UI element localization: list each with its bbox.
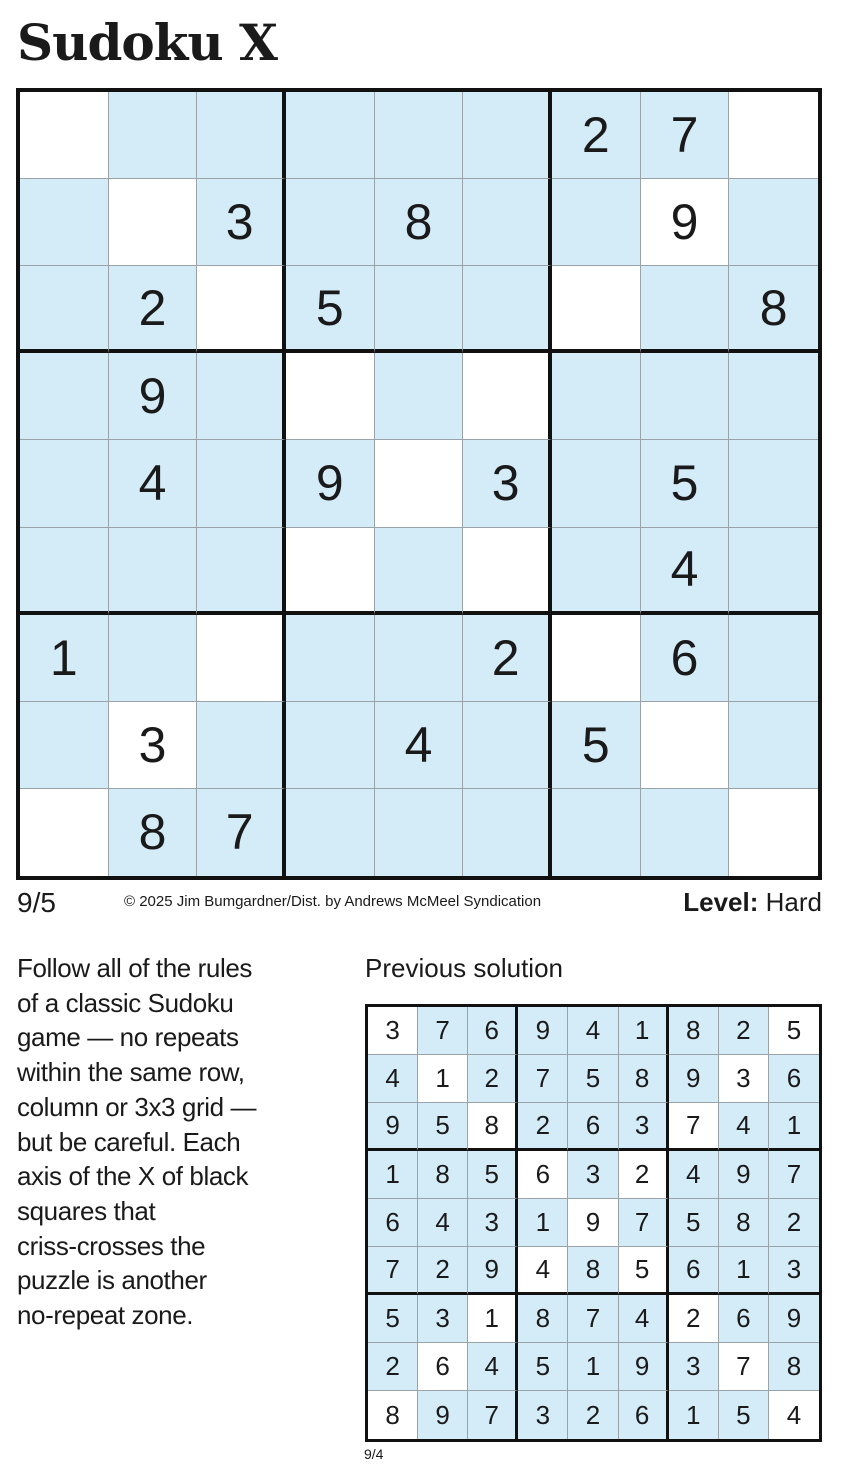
sudoku-cell[interactable]: 3 [463, 440, 552, 527]
solution-cell: 5 [669, 1199, 719, 1247]
solution-cell: 7 [719, 1343, 769, 1391]
level-value: Hard [765, 887, 822, 917]
sudoku-cell[interactable]: 5 [552, 702, 641, 789]
solution-cell: 5 [769, 1007, 819, 1055]
sudoku-cell[interactable] [641, 789, 730, 876]
sudoku-cell[interactable] [463, 353, 552, 440]
sudoku-cell[interactable]: 2 [109, 266, 198, 353]
solution-cell: 3 [368, 1007, 418, 1055]
solution-cell: 3 [769, 1247, 819, 1295]
sudoku-cell[interactable] [286, 702, 375, 789]
sudoku-cell[interactable] [641, 353, 730, 440]
sudoku-cell[interactable] [375, 440, 464, 527]
sudoku-cell[interactable]: 8 [109, 789, 198, 876]
sudoku-cell[interactable] [286, 528, 375, 615]
solution-cell: 3 [719, 1055, 769, 1103]
solution-cell: 1 [619, 1007, 669, 1055]
solution-cell: 4 [669, 1151, 719, 1199]
solution-cell: 9 [619, 1343, 669, 1391]
sudoku-cell[interactable] [729, 702, 818, 789]
sudoku-cell[interactable]: 7 [197, 789, 286, 876]
sudoku-cell[interactable] [463, 528, 552, 615]
sudoku-cell[interactable] [20, 266, 109, 353]
solution-cell: 7 [368, 1247, 418, 1295]
sudoku-cell[interactable]: 9 [286, 440, 375, 527]
solution-cell: 3 [418, 1295, 468, 1343]
sudoku-cell[interactable] [197, 615, 286, 702]
solution-cell: 5 [568, 1055, 618, 1103]
solution-cell: 4 [468, 1343, 518, 1391]
solution-cell: 6 [568, 1103, 618, 1151]
sudoku-cell[interactable]: 2 [552, 92, 641, 179]
solution-cell: 2 [368, 1343, 418, 1391]
sudoku-cell[interactable] [20, 179, 109, 266]
solution-cell: 6 [769, 1055, 819, 1103]
rules-line: criss-crosses the [17, 1230, 206, 1261]
solution-cell: 4 [619, 1295, 669, 1343]
sudoku-cell[interactable]: 4 [375, 702, 464, 789]
solution-cell: 8 [468, 1103, 518, 1151]
sudoku-cell[interactable] [286, 92, 375, 179]
solution-cell: 8 [719, 1199, 769, 1247]
sudoku-cell[interactable] [375, 92, 464, 179]
solution-cell: 4 [518, 1247, 568, 1295]
solution-cell: 8 [518, 1295, 568, 1343]
sudoku-cell[interactable] [463, 92, 552, 179]
sudoku-cell[interactable] [375, 615, 464, 702]
sudoku-cell[interactable] [729, 440, 818, 527]
solution-cell: 4 [769, 1391, 819, 1439]
solution-cell: 4 [418, 1199, 468, 1247]
sudoku-cell[interactable] [286, 353, 375, 440]
rules-line: column or 3x3 grid — [17, 1091, 257, 1122]
sudoku-cell[interactable] [463, 702, 552, 789]
solution-cell: 8 [769, 1343, 819, 1391]
sudoku-cell[interactable] [552, 353, 641, 440]
solution-cell: 4 [368, 1055, 418, 1103]
sudoku-cell[interactable] [109, 92, 198, 179]
puzzle-date: 9/5 [17, 887, 56, 918]
sudoku-cell[interactable]: 4 [109, 440, 198, 527]
solution-cell: 1 [518, 1199, 568, 1247]
solution-cell: 5 [418, 1103, 468, 1151]
solution-cell: 3 [568, 1151, 618, 1199]
sudoku-cell[interactable] [641, 266, 730, 353]
solution-cell: 1 [769, 1103, 819, 1151]
solution-cell: 5 [368, 1295, 418, 1343]
rules-line: no-repeat zone. [17, 1300, 194, 1331]
sudoku-cell[interactable]: 8 [375, 179, 464, 266]
previous-solution-label: Previous solution [365, 953, 563, 983]
solution-cell: 3 [619, 1103, 669, 1151]
rules-line: but be careful. Each [17, 1126, 241, 1157]
rules-line: squares that [17, 1195, 156, 1226]
solution-cell: 2 [719, 1007, 769, 1055]
copyright-notice: © 2025 Jim Bumgardner/Dist. by Andrews McMeel Syndication [124, 893, 542, 910]
rules-text [17, 951, 337, 1333]
solution-cell: 3 [468, 1199, 518, 1247]
sudoku-cell[interactable]: 4 [641, 528, 730, 615]
solution-cell: 1 [568, 1343, 618, 1391]
sudoku-cell[interactable] [552, 266, 641, 353]
sudoku-cell[interactable] [552, 789, 641, 876]
sudoku-cell[interactable] [20, 702, 109, 789]
sudoku-cell[interactable] [197, 702, 286, 789]
puzzle-title: Sudoku X [17, 13, 277, 72]
solution-cell: 7 [518, 1055, 568, 1103]
sudoku-cell[interactable] [109, 615, 198, 702]
sudoku-cell[interactable] [20, 92, 109, 179]
solution-cell: 7 [568, 1295, 618, 1343]
sudoku-cell[interactable] [552, 615, 641, 702]
sudoku-cell[interactable] [286, 179, 375, 266]
sudoku-cell[interactable] [109, 179, 198, 266]
rules-line: within the same row, [17, 1057, 245, 1088]
previous-solution-date: 9/4 [364, 1446, 384, 1462]
sudoku-cell[interactable] [729, 615, 818, 702]
sudoku-cell[interactable]: 3 [197, 179, 286, 266]
solution-cell: 5 [518, 1343, 568, 1391]
sudoku-cell[interactable] [463, 266, 552, 353]
difficulty-level [683, 886, 822, 918]
sudoku-cell[interactable] [375, 789, 464, 876]
solution-cell: 4 [719, 1103, 769, 1151]
level-label: Level: [683, 887, 759, 917]
sudoku-cell[interactable] [375, 266, 464, 353]
solution-cell: 7 [418, 1007, 468, 1055]
solution-cell: 1 [368, 1151, 418, 1199]
sudoku-cell[interactable] [375, 528, 464, 615]
sudoku-cell[interactable] [463, 179, 552, 266]
sudoku-cell[interactable]: 2 [463, 615, 552, 702]
sudoku-cell[interactable] [729, 789, 818, 876]
rules-line: axis of the X of black [17, 1161, 249, 1192]
solution-cell: 7 [468, 1391, 518, 1439]
solution-cell: 1 [468, 1295, 518, 1343]
solution-cell: 8 [368, 1391, 418, 1439]
solution-cell: 5 [619, 1247, 669, 1295]
previous-solution-grid [365, 1004, 822, 1442]
solution-cell: 3 [669, 1343, 719, 1391]
solution-cell: 2 [518, 1103, 568, 1151]
solution-cell: 7 [669, 1103, 719, 1151]
sudoku-cell[interactable]: 9 [641, 179, 730, 266]
solution-cell: 2 [669, 1295, 719, 1343]
solution-cell: 2 [568, 1391, 618, 1439]
sudoku-cell[interactable] [197, 528, 286, 615]
sudoku-cell[interactable]: 5 [641, 440, 730, 527]
sudoku-cell[interactable] [375, 353, 464, 440]
solution-cell: 6 [518, 1151, 568, 1199]
sudoku-cell[interactable]: 6 [641, 615, 730, 702]
rules-line: Follow all of the rules [17, 953, 253, 983]
sudoku-cell[interactable] [197, 440, 286, 527]
solution-cell: 1 [669, 1391, 719, 1439]
sudoku-cell[interactable] [197, 92, 286, 179]
solution-cell: 2 [619, 1151, 669, 1199]
rules-line: game — no repeats [17, 1022, 239, 1053]
rules-line: puzzle is another [17, 1265, 207, 1296]
sudoku-cell[interactable] [197, 353, 286, 440]
sudoku-cell[interactable]: 9 [109, 353, 198, 440]
solution-cell: 7 [769, 1151, 819, 1199]
solution-cell: 2 [418, 1247, 468, 1295]
sudoku-cell[interactable] [20, 528, 109, 615]
rules-line: of a classic Sudoku [17, 987, 234, 1018]
solution-cell: 4 [568, 1007, 618, 1055]
solution-cell: 6 [368, 1199, 418, 1247]
sudoku-cell[interactable] [729, 353, 818, 440]
sudoku-cell[interactable] [463, 789, 552, 876]
sudoku-cell[interactable] [729, 92, 818, 179]
sudoku-cell[interactable] [286, 789, 375, 876]
sudoku-cell[interactable]: 8 [729, 266, 818, 353]
sudoku-cell[interactable]: 3 [109, 702, 198, 789]
sudoku-cell[interactable] [197, 266, 286, 353]
solution-cell: 9 [719, 1151, 769, 1199]
solution-cell: 6 [669, 1247, 719, 1295]
solution-cell: 9 [468, 1247, 518, 1295]
sudoku-grid [16, 88, 822, 880]
solution-cell: 9 [368, 1103, 418, 1151]
sudoku-cell[interactable] [20, 440, 109, 527]
solution-cell: 6 [468, 1007, 518, 1055]
sudoku-cell[interactable]: 1 [20, 615, 109, 702]
solution-cell: 5 [468, 1151, 518, 1199]
sudoku-cell[interactable] [729, 179, 818, 266]
solution-cell: 2 [769, 1199, 819, 1247]
sudoku-cell[interactable] [552, 179, 641, 266]
solution-cell: 6 [719, 1295, 769, 1343]
solution-cell: 9 [769, 1295, 819, 1343]
sudoku-cell[interactable] [286, 615, 375, 702]
sudoku-cell[interactable] [109, 528, 198, 615]
solution-cell: 9 [568, 1199, 618, 1247]
sudoku-cell[interactable] [20, 353, 109, 440]
solution-cell: 7 [619, 1199, 669, 1247]
solution-cell: 8 [418, 1151, 468, 1199]
solution-cell: 6 [619, 1391, 669, 1439]
solution-cell: 9 [418, 1391, 468, 1439]
solution-cell: 8 [669, 1007, 719, 1055]
sudoku-cell[interactable] [641, 702, 730, 789]
sudoku-cell[interactable] [729, 528, 818, 615]
sudoku-cell[interactable]: 7 [641, 92, 730, 179]
sudoku-cell[interactable] [20, 789, 109, 876]
solution-cell: 3 [518, 1391, 568, 1439]
solution-cell: 1 [719, 1247, 769, 1295]
solution-cell: 8 [619, 1055, 669, 1103]
sudoku-cell[interactable] [552, 440, 641, 527]
solution-cell: 9 [669, 1055, 719, 1103]
solution-cell: 6 [418, 1343, 468, 1391]
solution-cell: 2 [468, 1055, 518, 1103]
solution-cell: 5 [719, 1391, 769, 1439]
solution-cell: 8 [568, 1247, 618, 1295]
solution-cell: 9 [518, 1007, 568, 1055]
solution-cell: 1 [418, 1055, 468, 1103]
sudoku-cell[interactable]: 5 [286, 266, 375, 353]
sudoku-cell[interactable] [552, 528, 641, 615]
